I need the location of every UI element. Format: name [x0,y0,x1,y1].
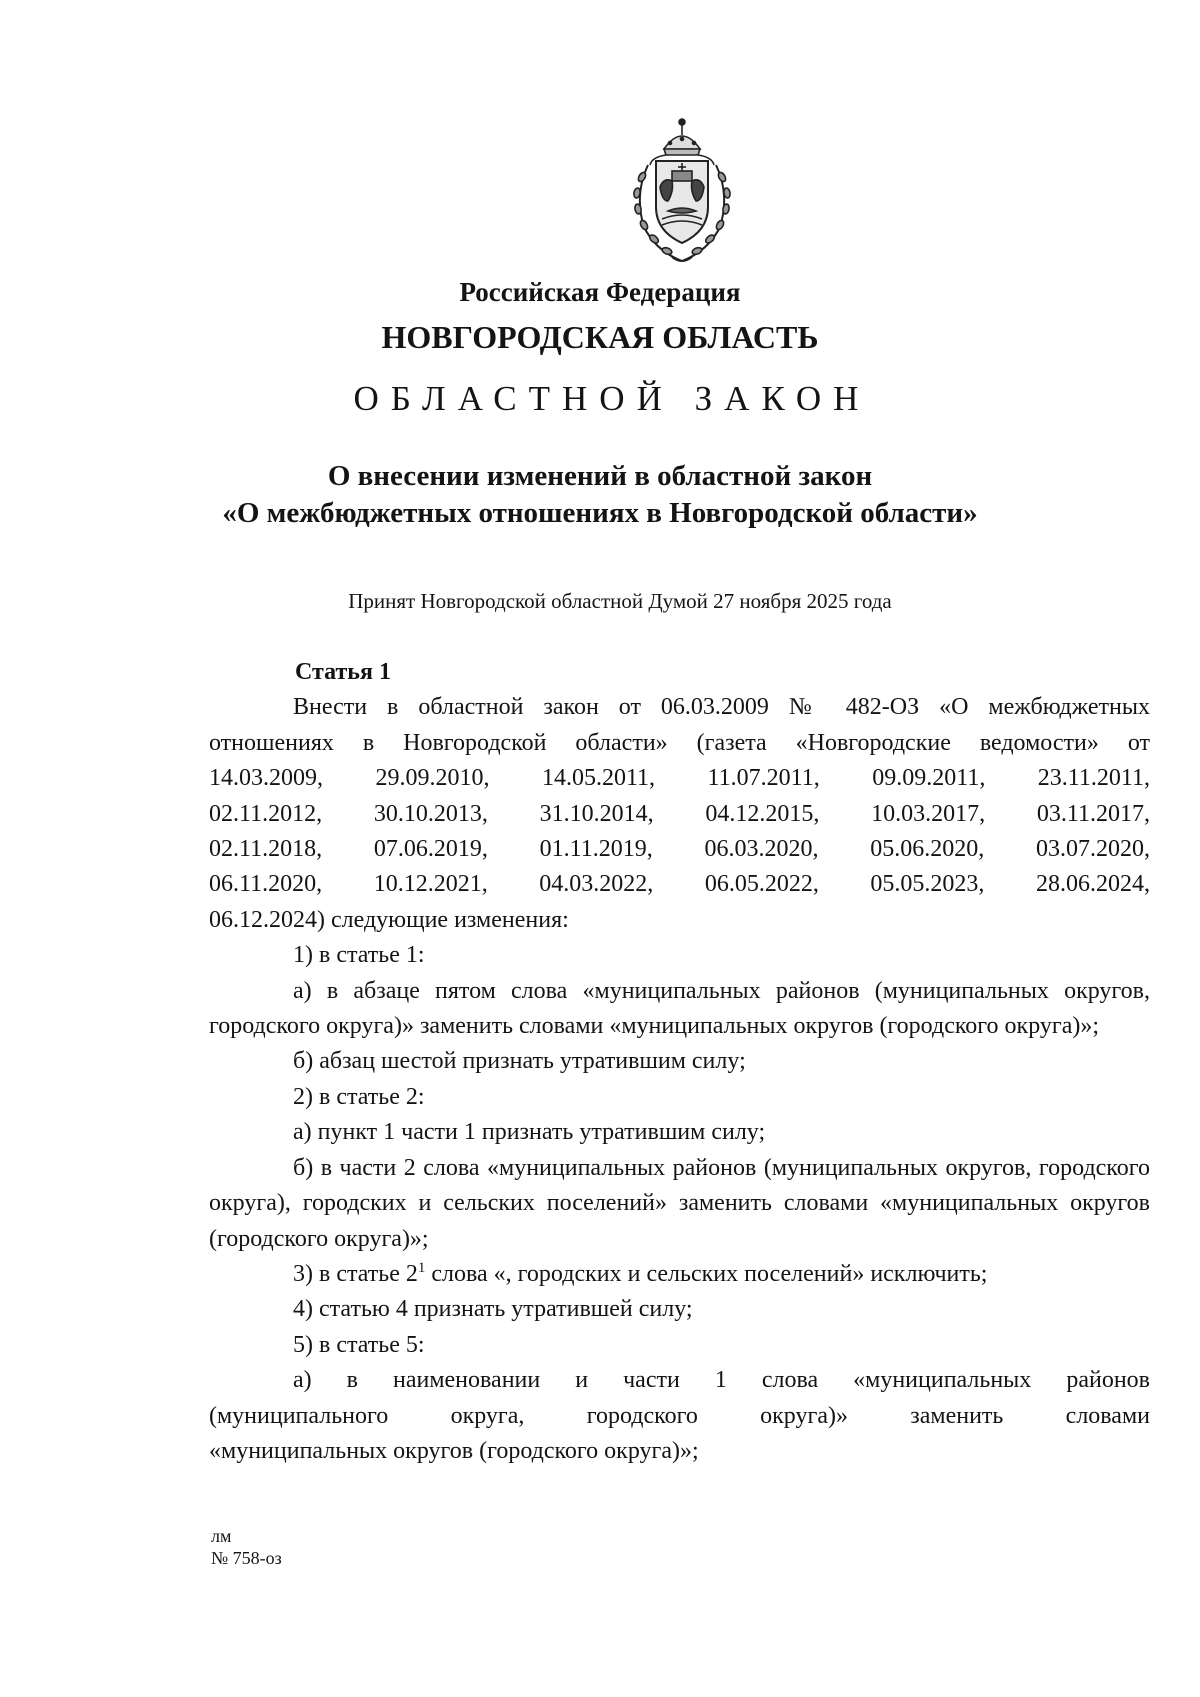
item-2b: б) в части 2 слова «муниципальных районов (муниципальных округов, городского округа), городских и сельских поселений» заменить словами «муниципальных округов (городского округа)»; [209,1154,1150,1252]
region-heading: НОВГОРОДСКАЯ ОБЛАСТЬ [381,319,819,355]
law-title-line-1: О внесении изменений в областной закон [327,460,873,492]
item-5a-line-2: (муниципального округа, городского округа)» заменить словами [209,1402,1150,1429]
article-intro-end: 06.12.2024) следующие изменения: [209,906,569,933]
item-2a: а) пункт 1 части 1 признать утратившим силу; [293,1119,766,1146]
adoption-note: Принят Новгородской областной Думой 27 ноября 2025 года [348,589,892,613]
footer-law-number: № 758-оз [211,1548,282,1568]
publication-dates-row-2: 02.11.2012, 30.10.2013, 31.10.2014, 04.12.2015, 10.03.2017, 03.11.2017, [209,800,1150,827]
item-4: 4) статью 4 признать утратившей силу; [293,1296,693,1323]
publication-dates-row-3: 02.11.2018, 07.06.2019, 01.11.2019, 06.03.2020, 05.06.2020, 03.07.2020, [209,836,1150,863]
document-type-heading: ОБЛАСТНОЙ ЗАКОН [353,379,871,418]
article-intro-line-1: Внести в областной закон от 06.03.2009 № 482-ОЗ «О межбюджетных [293,694,1150,721]
article-heading: Статья 1 [295,659,391,685]
item-1: 1) в статье 1: [293,942,425,969]
law-body [209,655,1150,1469]
item-2: 2) в статье 2: [293,1083,425,1110]
item-5a-line-1: а) в наименовании и части 1 слова «муниципальных районов [293,1367,1150,1394]
publication-dates-row-1: 14.03.2009, 29.09.2010, 14.05.2011, 11.07.2011, 09.09.2011, 23.11.2011, [209,765,1150,792]
document-footer [211,1525,282,1569]
item-3-prefix: 3) в статье 2 [293,1260,418,1287]
item-5: 5) в статье 5: [293,1331,425,1358]
law-title-line-2: «О межбюджетных отношениях в Новгородской области» [222,497,978,529]
item-1a: а) в абзаце пятом слова «муниципальных районов (муниципальных округов, городского округа)» заменить словами «муниципальных округов (городского округа)»; [209,977,1150,1040]
item-5a-line-3: «муниципальных округов (городского округа)»; [209,1437,699,1464]
footer-initials: лм [211,1526,232,1546]
novgorod-coat-of-arms-emblem [622,115,742,267]
publication-dates-row-4: 06.11.2020, 10.12.2021, 04.03.2022, 06.05.2022, 05.05.2023, 28.06.2024, [209,871,1150,898]
item-3-superscript: 1 [417,1259,426,1276]
country-heading: Российская Федерация [459,277,741,307]
item-3 [209,1257,1150,1292]
article-intro-line-2: отношениях в Новгородской области» (газета «Новгородские ведомости» от [209,729,1150,756]
item-3-suffix: слова «, городских и сельских поселений» исключить; [425,1260,988,1287]
item-1b: б) абзац шестой признать утратившим силу; [293,1048,746,1075]
